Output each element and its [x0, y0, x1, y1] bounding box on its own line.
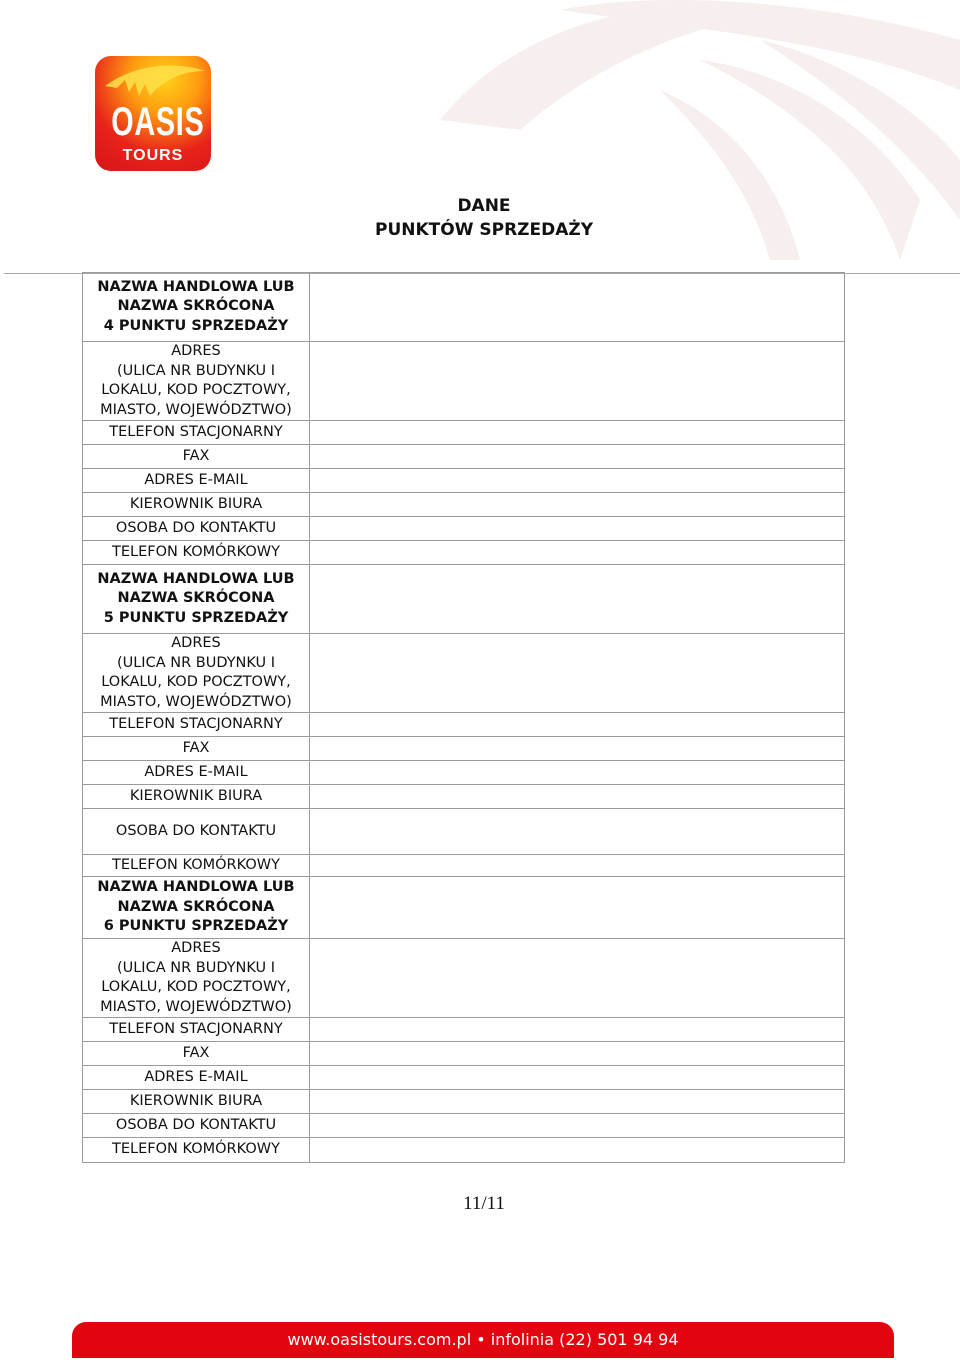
table-row — [83, 1018, 845, 1042]
sales-points-table — [82, 272, 845, 1163]
row-label-fax: FAX — [83, 445, 310, 469]
value-cell-contact-person[interactable] — [310, 517, 845, 541]
value-cell-fax[interactable] — [310, 445, 845, 469]
row-label-address: ADRES (ULICA NR BUDYNKU I LOKALU, KOD POCZTOWY, MIASTO, WOJEWÓDZTWO) — [83, 634, 310, 713]
value-cell-contact-person[interactable] — [310, 809, 845, 855]
footer-bar: www.oasistours.com.pl • infolinia (22) 501 94 94 — [72, 1322, 894, 1358]
table-row — [83, 737, 845, 761]
row-label-manager: KIEROWNIK BIURA — [83, 493, 310, 517]
value-cell-mobile[interactable] — [310, 855, 845, 877]
value-cell-email[interactable] — [310, 761, 845, 785]
value-cell-address[interactable] — [310, 634, 845, 713]
row-label-contact-person: OSOBA DO KONTAKTU — [83, 517, 310, 541]
row-label-contact-person: OSOBA DO KONTAKTU — [83, 809, 310, 855]
value-cell-name[interactable] — [310, 273, 845, 342]
table-row — [83, 421, 845, 445]
table-row — [83, 273, 845, 342]
table-row — [83, 713, 845, 737]
title-line-1: DANE — [457, 196, 511, 216]
table-row — [83, 939, 845, 1018]
value-cell-mobile[interactable] — [310, 541, 845, 565]
row-label-email: ADRES E-MAIL — [83, 469, 310, 493]
table-row — [83, 565, 845, 634]
row-label-email: ADRES E-MAIL — [83, 1066, 310, 1090]
value-cell-landline[interactable] — [310, 1018, 845, 1042]
table-row — [83, 1090, 845, 1114]
table-row — [83, 469, 845, 493]
table-row — [83, 1114, 845, 1138]
table-row — [83, 855, 845, 877]
row-label-manager: KIEROWNIK BIURA — [83, 785, 310, 809]
table-row — [83, 1066, 845, 1090]
table-row — [83, 1042, 845, 1066]
value-cell-manager[interactable] — [310, 1090, 845, 1114]
value-cell-name[interactable] — [310, 877, 845, 939]
table-row — [83, 809, 845, 855]
row-label-address: ADRES (ULICA NR BUDYNKU I LOKALU, KOD POCZTOWY, MIASTO, WOJEWÓDZTWO) — [83, 342, 310, 421]
table-row — [83, 1138, 845, 1163]
table-row — [83, 445, 845, 469]
row-label-mobile: TELEFON KOMÓRKOWY — [83, 541, 310, 565]
row-label-landline: TELEFON STACJONARNY — [83, 421, 310, 445]
value-cell-fax[interactable] — [310, 737, 845, 761]
row-label-name: NAZWA HANDLOWA LUB NAZWA SKRÓCONA 6 PUNKTU SPRZEDAŻY — [83, 877, 310, 939]
row-label-manager: KIEROWNIK BIURA — [83, 1090, 310, 1114]
page-number: 11/11 — [463, 1193, 505, 1214]
table-row — [83, 493, 845, 517]
logo-text: OASIS — [111, 100, 205, 144]
value-cell-mobile[interactable] — [310, 1138, 845, 1163]
row-label-mobile: TELEFON KOMÓRKOWY — [83, 1138, 310, 1163]
table-row — [83, 761, 845, 785]
value-cell-email[interactable] — [310, 1066, 845, 1090]
value-cell-fax[interactable] — [310, 1042, 845, 1066]
value-cell-email[interactable] — [310, 469, 845, 493]
table-row — [83, 785, 845, 809]
row-label-email: ADRES E-MAIL — [83, 761, 310, 785]
oasis-tours-logo — [95, 56, 211, 171]
value-cell-contact-person[interactable] — [310, 1114, 845, 1138]
table-row — [83, 342, 845, 421]
value-cell-name[interactable] — [310, 565, 845, 634]
table-row — [83, 634, 845, 713]
row-label-fax: FAX — [83, 1042, 310, 1066]
row-label-name: NAZWA HANDLOWA LUB NAZWA SKRÓCONA 4 PUNKTU SPRZEDAŻY — [83, 273, 310, 342]
row-label-contact-person: OSOBA DO KONTAKTU — [83, 1114, 310, 1138]
value-cell-address[interactable] — [310, 939, 845, 1018]
value-cell-landline[interactable] — [310, 421, 845, 445]
row-label-mobile: TELEFON KOMÓRKOWY — [83, 855, 310, 877]
row-label-landline: TELEFON STACJONARNY — [83, 1018, 310, 1042]
title-line-2: PUNKTÓW SPRZEDAŻY — [374, 220, 594, 240]
row-label-landline: TELEFON STACJONARNY — [83, 713, 310, 737]
value-cell-address[interactable] — [310, 342, 845, 421]
page-title — [300, 194, 668, 242]
row-label-address: ADRES (ULICA NR BUDYNKU I LOKALU, KOD POCZTOWY, MIASTO, WOJEWÓDZTWO) — [83, 939, 310, 1018]
value-cell-manager[interactable] — [310, 493, 845, 517]
table-row — [83, 517, 845, 541]
value-cell-landline[interactable] — [310, 713, 845, 737]
row-label-fax: FAX — [83, 737, 310, 761]
value-cell-manager[interactable] — [310, 785, 845, 809]
logo-subtext: TOURS — [122, 147, 184, 164]
table-row — [83, 541, 845, 565]
row-label-name: NAZWA HANDLOWA LUB NAZWA SKRÓCONA 5 PUNKTU SPRZEDAŻY — [83, 565, 310, 634]
table-row — [83, 877, 845, 939]
